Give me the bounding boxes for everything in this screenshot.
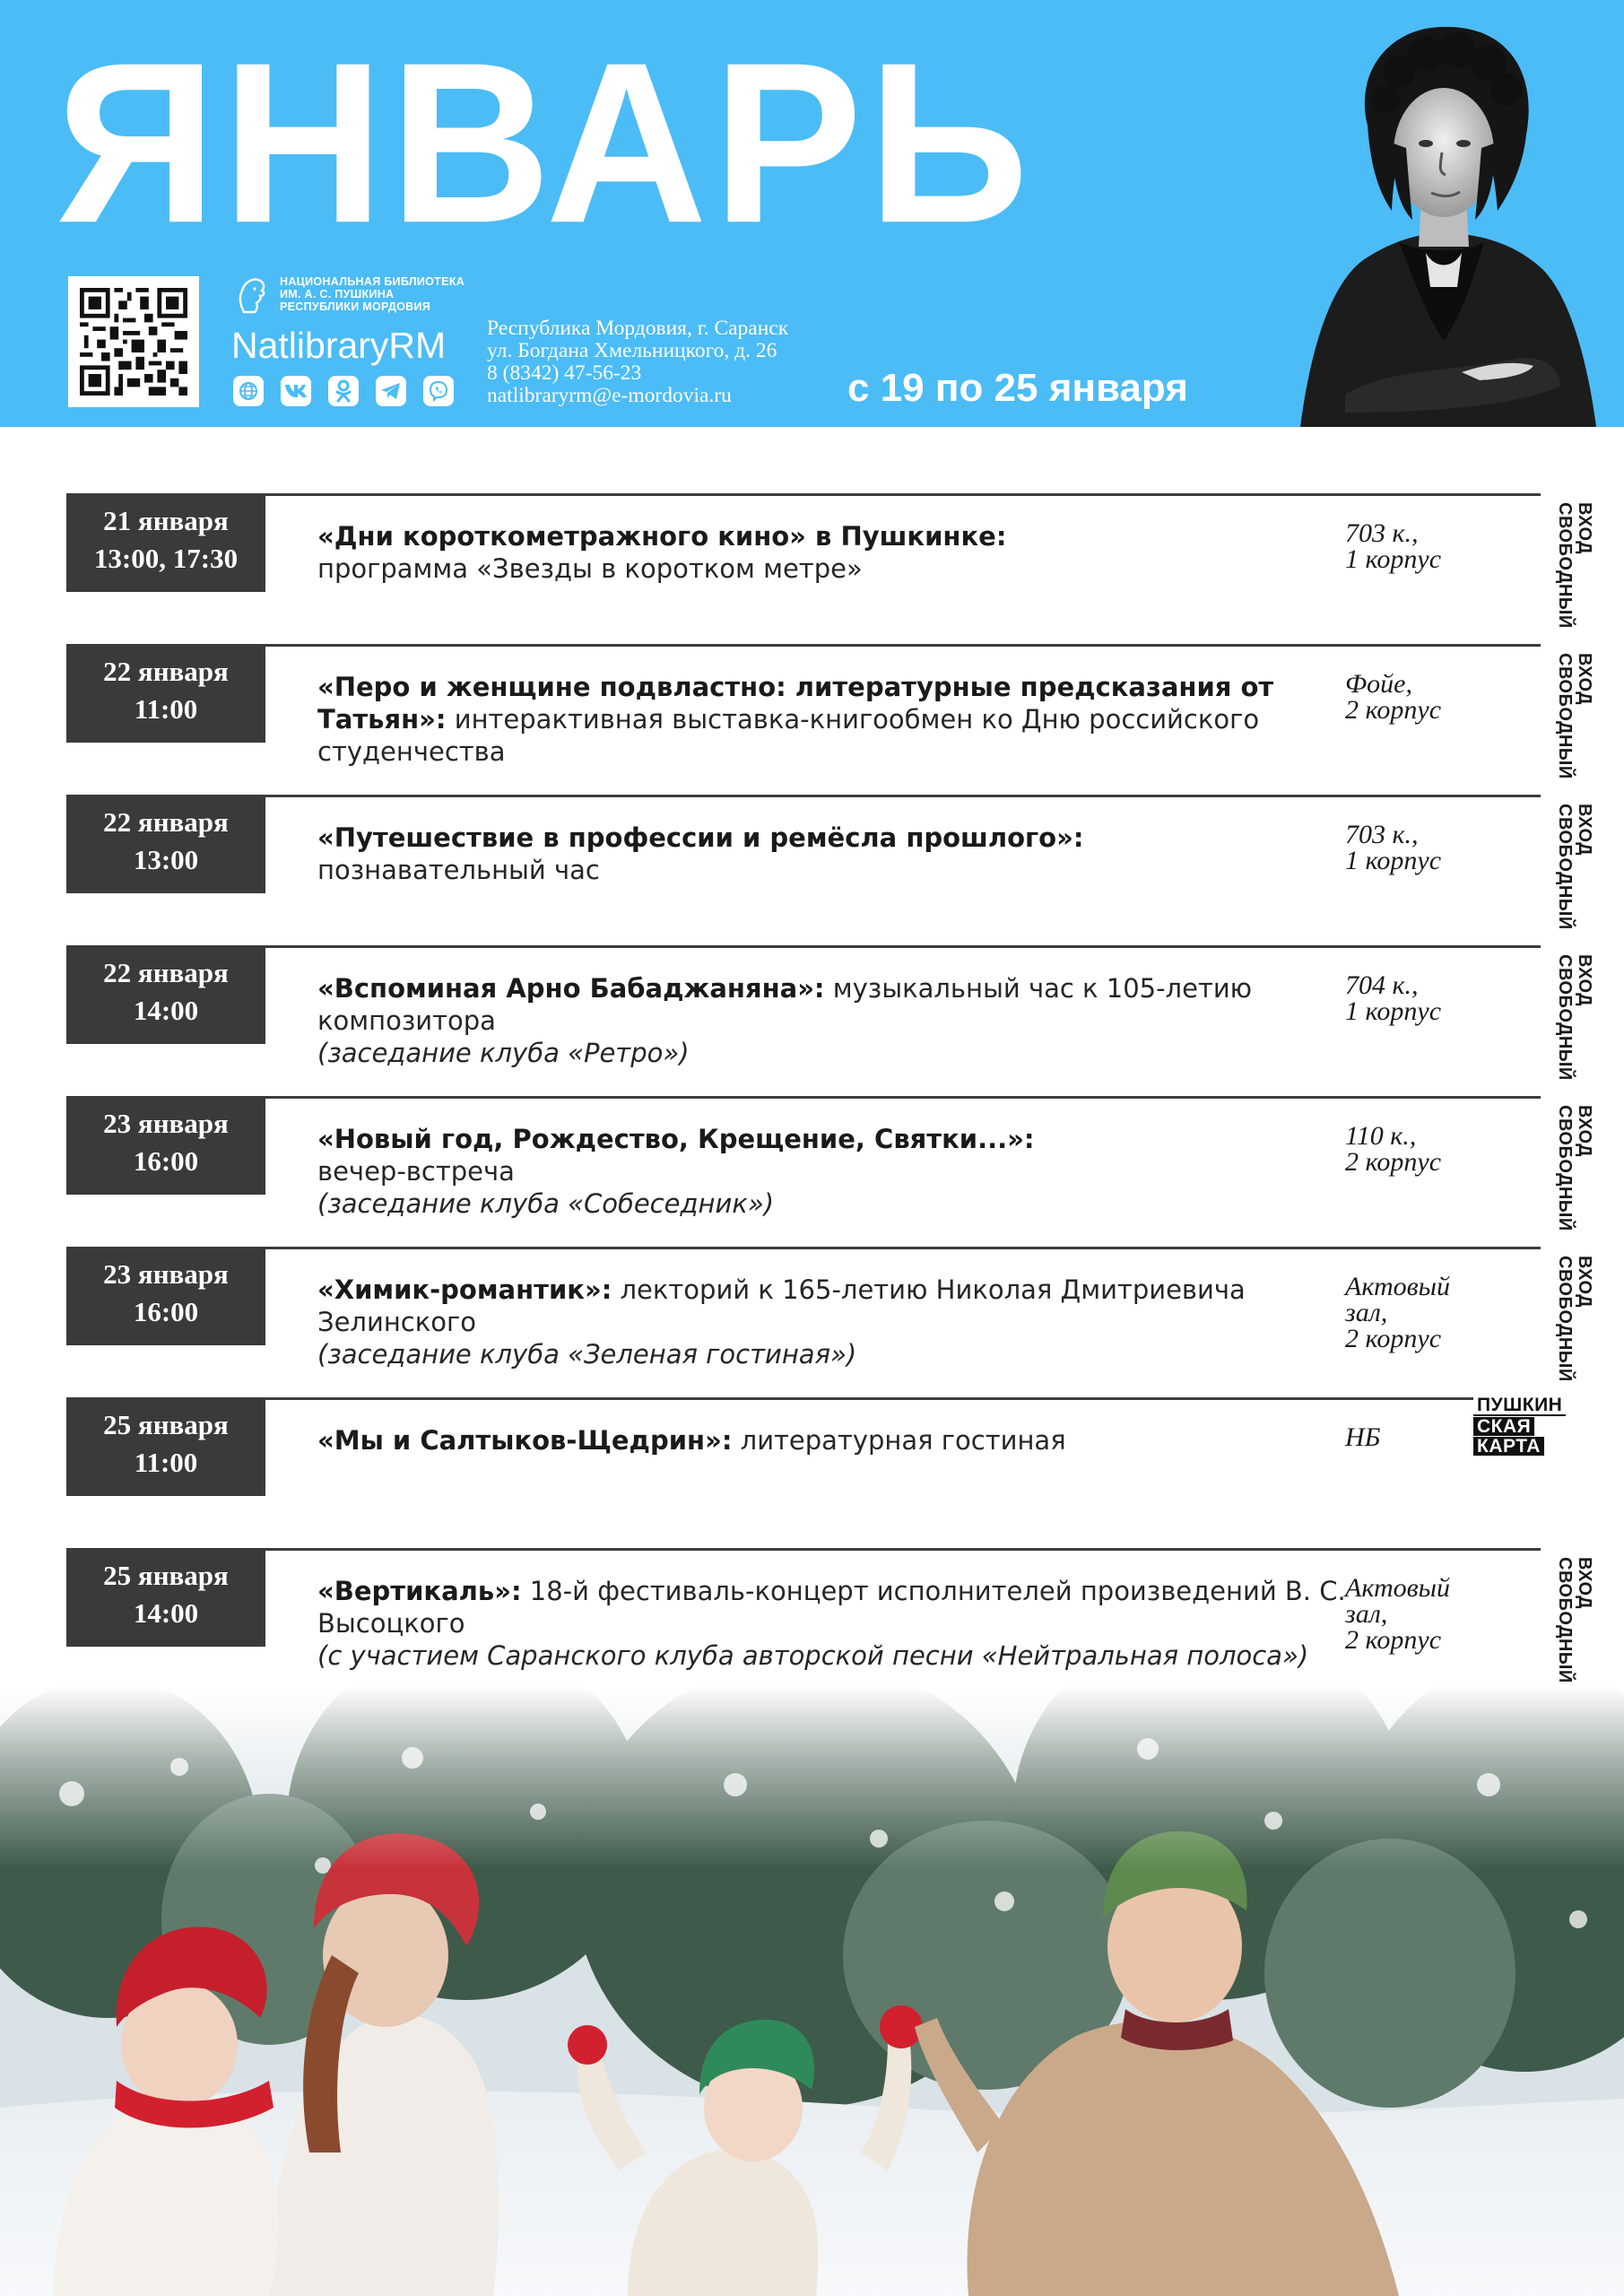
pushkin-portrait — [1291, 18, 1596, 427]
event-text: познавательный час — [317, 855, 600, 885]
vk-icon[interactable] — [281, 376, 311, 406]
event-date — [66, 1397, 265, 1496]
ok-icon[interactable] — [328, 376, 359, 406]
library-logo — [231, 273, 465, 316]
viber-icon[interactable] — [423, 376, 454, 406]
event-day: 22 января — [103, 957, 229, 988]
free-entry-label: ВХОД СВОБОДНЫЙ — [1555, 954, 1594, 1081]
event-description — [317, 520, 1367, 585]
event-title: «Путешествие в профессии и ремёсла прошлого»: — [317, 822, 1084, 853]
event-place — [1345, 1274, 1507, 1352]
event-title: «Перо и женщине подвластно: литературные предсказания от Татьян»: — [317, 672, 1274, 735]
place-line: 1 корпус — [1345, 996, 1442, 1026]
event-day: 21 января — [103, 505, 229, 536]
qr-code[interactable] — [68, 276, 199, 407]
event-time: 11:00 — [134, 1447, 198, 1478]
divider — [264, 1096, 1541, 1099]
event-date — [66, 644, 265, 743]
place-line: зал, — [1345, 1298, 1388, 1327]
place-line: 703 к., — [1345, 518, 1419, 548]
event-note: (заседание клуба «Зеленая гостиная») — [317, 1339, 857, 1370]
place-line: зал, — [1345, 1599, 1388, 1629]
event-place — [1345, 671, 1507, 723]
free-entry-label: ВХОД СВОБОДНЫЙ — [1555, 1557, 1594, 1683]
event-text: программа «Звезды в коротком метре» — [317, 553, 863, 584]
event-day: 25 января — [103, 1560, 229, 1591]
month-title: ЯНВАРЬ — [56, 14, 1035, 271]
event-description — [317, 1123, 1367, 1220]
divider — [264, 1247, 1541, 1249]
library-name-line: ИМ. А. С. ПУШКИНА — [280, 288, 395, 300]
event-time: 14:00 — [133, 1597, 199, 1629]
place-line: Фойе, — [1345, 669, 1412, 699]
event-text: 18-й фестиваль-концерт исполнителей произведений В. С. Высоцкого — [317, 1576, 1346, 1639]
free-entry-label: ВХОД СВОБОДНЫЙ — [1555, 1256, 1594, 1382]
event-place — [1345, 822, 1507, 874]
event-note: (с участием Саранского клуба авторской песни «Нейтральная полоса») — [317, 1640, 1309, 1671]
library-name-line: РЕСПУБЛИКИ МОРДОВИЯ — [280, 300, 430, 313]
event-time: 16:00 — [133, 1145, 199, 1177]
free-entry-label: ВХОД СВОБОДНЫЙ — [1555, 1105, 1594, 1231]
divider — [264, 1397, 1541, 1400]
event-time: 13:00, 17:30 — [93, 543, 239, 574]
event-place — [1345, 520, 1507, 572]
contact-address — [487, 317, 788, 407]
event-note: (заседание клуба «Ретро») — [317, 1038, 690, 1068]
address-street: ул. Богдана Хмельницкого, д. 26 — [487, 339, 777, 362]
event-text: музыкальный час к 105-летию композитора — [317, 973, 1253, 1036]
event-day: 22 января — [103, 806, 229, 838]
event-date — [66, 493, 265, 592]
divider — [264, 644, 1541, 647]
email-link[interactable]: natlibraryrm@e-mordovia.ru — [487, 384, 732, 407]
place-line: Актовый — [1345, 1573, 1450, 1603]
event-title: «Вертикаль»: — [317, 1576, 522, 1606]
winter-family-photo — [0, 1686, 1624, 2296]
event-text: литературная гостиная — [740, 1425, 1066, 1456]
event-day: 22 января — [103, 656, 229, 687]
event-time: 13:00 — [133, 844, 199, 875]
event-day: 25 января — [103, 1409, 229, 1440]
brand-name: NatlibraryRM — [231, 325, 447, 366]
event-day: 23 января — [103, 1108, 229, 1139]
pushkin-profile-icon — [231, 273, 273, 316]
event-description — [317, 671, 1367, 768]
event-date — [66, 1548, 265, 1647]
event-date — [66, 945, 265, 1044]
event-title: «Дни короткометражного кино» в Пушкинке: — [317, 521, 1007, 552]
place-line: 2 корпус — [1345, 1147, 1442, 1177]
event-description — [317, 1424, 1367, 1457]
place-line: НБ — [1345, 1422, 1381, 1452]
event-note: (заседание клуба «Собеседник») — [317, 1188, 775, 1219]
event-place — [1345, 1123, 1507, 1175]
place-line: 1 корпус — [1345, 846, 1442, 875]
place-line: 2 корпус — [1345, 1324, 1442, 1353]
event-text: вечер-встреча — [317, 1156, 515, 1187]
free-entry-label: ВХОД СВОБОДНЫЙ — [1555, 502, 1594, 629]
free-entry-label: ВХОД СВОБОДНЫЙ — [1555, 653, 1594, 779]
divider — [264, 1548, 1541, 1551]
event-day: 23 января — [103, 1258, 229, 1290]
event-time: 16:00 — [133, 1296, 199, 1327]
event-time: 11:00 — [134, 693, 198, 725]
event-title: «Химик-романтик»: — [317, 1274, 612, 1305]
library-name — [280, 275, 465, 313]
event-description — [317, 1575, 1367, 1672]
header-banner — [0, 0, 1624, 427]
place-line: 703 к., — [1345, 820, 1419, 849]
event-text: лекторий к 165-летию Николая Дмитриевича Зелинского — [317, 1274, 1246, 1337]
qr-code-icon — [80, 288, 187, 396]
library-name-line: НАЦИОНАЛЬНАЯ БИБЛИОТЕКА — [280, 275, 465, 288]
event-title: «Новый год, Рождество, Крещение, Святки...»: — [317, 1124, 1035, 1154]
place-line: 704 к., — [1345, 970, 1419, 1000]
event-text: интерактивная выставка-книгообмен ко Дню российского студенчества — [317, 704, 1260, 767]
pushkin-card-line: КАРТА — [1473, 1437, 1544, 1456]
event-date — [66, 1096, 265, 1195]
event-description — [317, 822, 1367, 886]
divider — [264, 795, 1541, 797]
divider — [264, 493, 1541, 496]
event-time: 14:00 — [133, 995, 199, 1026]
phone-number[interactable]: 8 (8342) 47-56-23 — [487, 361, 642, 385]
event-title: «Мы и Салтыков-Щедрин»: — [317, 1425, 733, 1456]
event-place — [1345, 972, 1507, 1024]
event-description — [317, 972, 1367, 1069]
event-title: «Вспоминая Арно Бабаджаняна»: — [317, 973, 825, 1004]
social-links — [233, 376, 454, 406]
pushkin-card-line: СКАЯ — [1473, 1417, 1534, 1436]
event-description — [317, 1274, 1367, 1370]
divider — [264, 945, 1541, 948]
pushkin-card-logo — [1473, 1396, 1617, 1457]
place-line: 110 к., — [1345, 1121, 1417, 1151]
place-line: 1 корпус — [1345, 544, 1442, 574]
place-line: Актовый — [1345, 1272, 1450, 1301]
place-line: 2 корпус — [1345, 1625, 1442, 1655]
telegram-icon[interactable] — [376, 376, 406, 406]
event-date — [66, 795, 265, 893]
event-date — [66, 1247, 265, 1345]
place-line: 2 корпус — [1345, 695, 1442, 725]
event-place — [1345, 1575, 1507, 1653]
globe-icon[interactable] — [233, 376, 264, 406]
date-range: с 19 по 25 января — [847, 366, 1188, 410]
pushkin-card-line: ПУШКИН — [1473, 1396, 1566, 1416]
address-city: Республика Мордовия, г. Саранск — [487, 317, 789, 340]
free-entry-label: ВХОД СВОБОДНЫЙ — [1555, 804, 1594, 930]
